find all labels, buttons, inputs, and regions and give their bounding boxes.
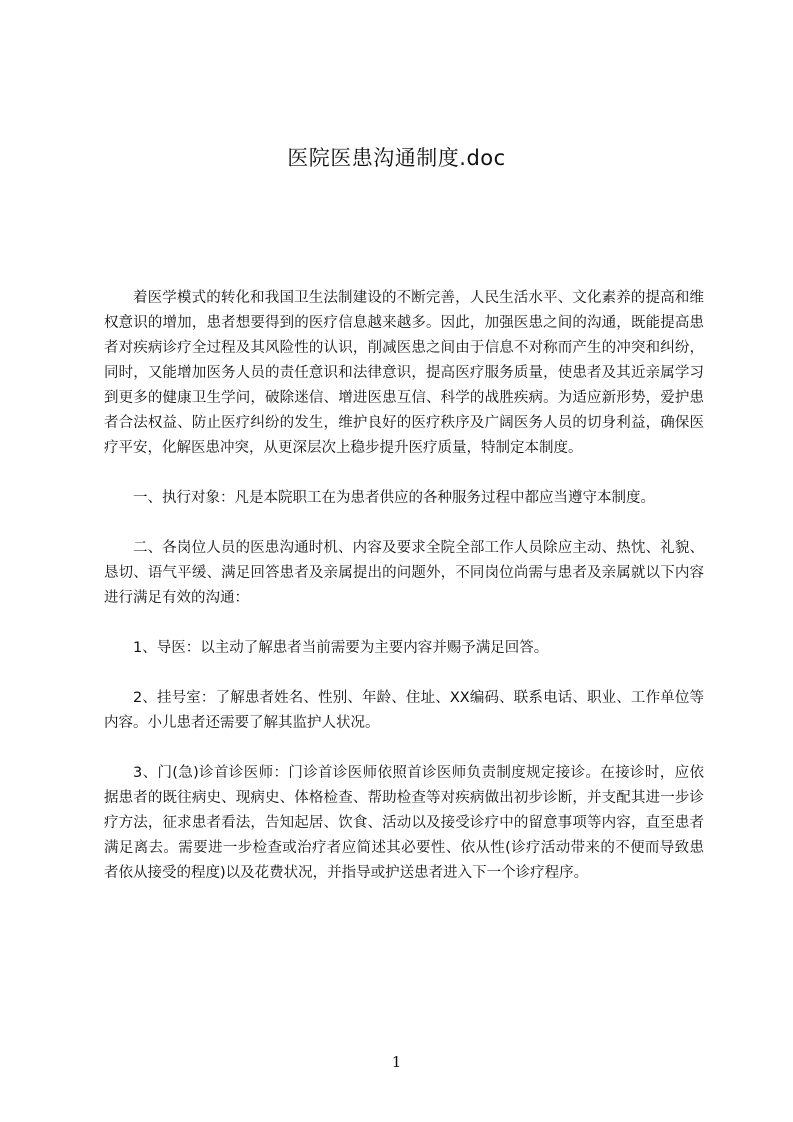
paragraph-item-1: 1、导医：以主动了解患者当前需要为主要内容并赐予满足回答。: [133, 640, 549, 656]
paragraph-item-3: 3、门(急)诊首诊医师：门诊首诊医师依照首诊医师负责制度规定接诊。在接诊时，应依据患者的既往病史、现病史、体格检查、帮助检查等对疾病做出初步诊断，并支配其进一步诊疗方法，征求患者看法，告知起居、饮食、活动以及接受诊疗中的留意事项等内容，直至患者满足离去。需要进一步检查或治疗者应简述其必要性、依从性(诊疗活动带来的不便而导致患者依从接受的程度)以及花费状况，并指导或护送患者进入下一个诊疗程序。: [104, 765, 704, 881]
paragraph-section-1: 一、执行对象：凡是本院职工在为患者供应的各种服务过程中都应当遵守本制度。: [133, 490, 655, 506]
paragraph-intro: 着医学模式的转化和我国卫生法制建设的不断完善，人民生活水平、文化素养的提高和维权意识的增加，患者想要得到的医疗信息越来越多。因此，加强医患之间的沟通，既能提高患者对疾病诊疗全过程及其风险性的认识，削减医患之间由于信息不对称而产生的冲突和纠纷，同时，又能增加医务人员的责任意识和法律意识，提高医疗服务质量，使患者及其近亲属学习到更多的健康卫生学问，破除迷信、增进医患互信、科学的战胜疾病。为适应新形势，爱护患者合法权益、防止医疗纠纷的发生，维护良好的医疗秩序及广阔医务人员的切身利益，确保医疗平安，化解医患冲突，从更深层次上稳步提升医疗质量，特制定本制度。: [104, 290, 704, 456]
page-number: 1: [391, 1053, 402, 1071]
paragraph-section-2: 二、各岗位人员的医患沟通时机、内容及要求全院全部工作人员除应主动、热忱、礼貌、恳切、语气平缓、满足回答患者及亲属提出的问题外，不同岗位尚需与患者及亲属就以下内容进行满足有效的沟通：: [104, 540, 704, 606]
document-title: 医院医患沟通制度.doc: [287, 146, 506, 170]
document-body: [104, 286, 704, 886]
paragraph-item-2: 2、挂号室：了解患者姓名、性别、年龄、住址、XX编码、联系电话、职业、工作单位等内容。小儿患者还需要了解其监护人状况。: [104, 690, 704, 731]
